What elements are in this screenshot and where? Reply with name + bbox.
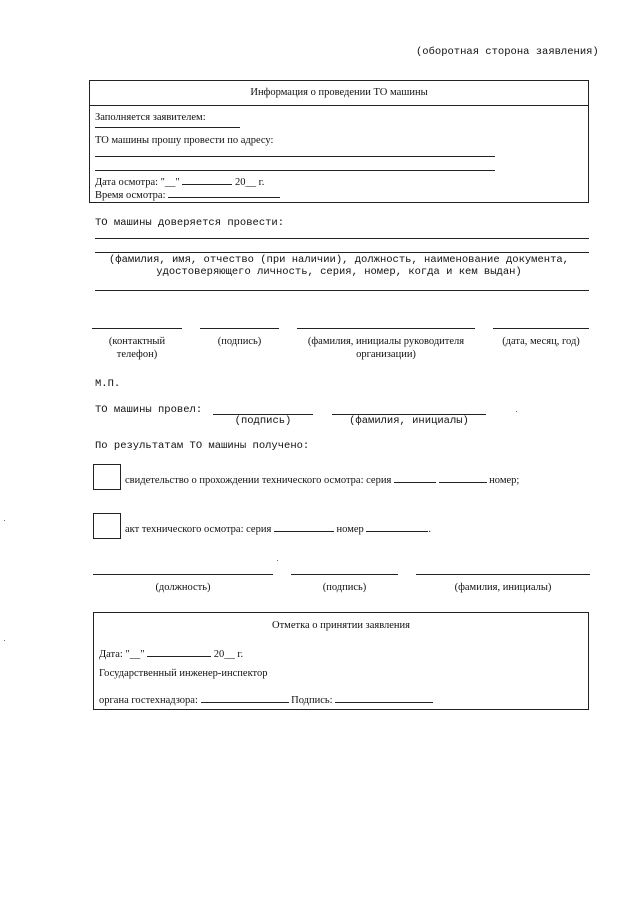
acceptance-month-field[interactable] <box>147 645 211 657</box>
entrust-caption-line-1: (фамилия, имя, отчество (при наличии), должность, наименование документа, <box>109 254 569 266</box>
act-end: . <box>428 524 432 535</box>
date-line[interactable] <box>493 328 589 329</box>
inspector-label: Государственный инженер-инспектор <box>99 668 268 679</box>
acceptance-year-suffix: г. <box>237 649 244 660</box>
acceptance-date-row <box>99 645 243 660</box>
results-label: По результатам ТО машины получено: <box>95 440 310 452</box>
acceptance-date-label: Дата: "__" <box>99 649 145 660</box>
filled-by-underline <box>95 127 240 128</box>
signature-line[interactable] <box>200 328 279 329</box>
inspection-time-label: Время осмотра: <box>95 190 166 201</box>
phone-caption: (контактный телефон) <box>108 336 166 360</box>
certificate-checkbox[interactable] <box>93 464 121 490</box>
acceptance-signature-label: Подпись: <box>291 695 333 706</box>
inspection-year: 20__ <box>234 177 256 188</box>
bottom-name-line[interactable] <box>416 574 590 575</box>
act-number-field[interactable] <box>366 520 428 532</box>
act-number-label: номер <box>336 524 364 535</box>
reverse-side-note: (оборотная сторона заявления) <box>416 46 599 58</box>
phone-line[interactable] <box>92 328 182 329</box>
bottom-signature-line[interactable] <box>291 574 398 575</box>
entrust-line-2[interactable] <box>95 252 589 253</box>
manager-caption: (фамилия, инициалы руководителя организации) <box>307 336 465 360</box>
address-line-1[interactable] <box>95 156 495 157</box>
entrust-label: ТО машины доверяется провести: <box>95 217 285 229</box>
acceptance-signature-field[interactable] <box>335 691 433 703</box>
certificate-text: свидетельство о прохождении технического осмотра: серия <box>125 475 392 486</box>
inspection-time-row <box>95 186 280 201</box>
manager-line[interactable] <box>297 328 475 329</box>
acceptance-authority-row <box>99 691 433 706</box>
inspection-date-label: Дата осмотра: "__" <box>95 177 180 188</box>
performed-signature-caption: (подпись) <box>234 415 292 427</box>
performed-label: ТО машины провел: <box>95 404 203 416</box>
position-line[interactable] <box>93 574 273 575</box>
certificate-number-field[interactable] <box>439 471 487 483</box>
address-line-2[interactable] <box>95 170 495 171</box>
bottom-signature-caption: (подпись) <box>322 582 367 593</box>
certificate-row <box>125 471 519 486</box>
inspection-month-field[interactable] <box>182 173 232 185</box>
acceptance-title: Отметка о принятии заявления <box>272 620 410 631</box>
act-row <box>125 520 431 535</box>
inspection-time-field[interactable] <box>168 186 280 198</box>
entrust-caption-line-2: удостоверяющего личность, серия, номер, когда и кем выдан) <box>156 266 522 278</box>
position-caption: (должность) <box>155 582 211 593</box>
bottom-name-caption: (фамилия, инициалы) <box>454 582 552 593</box>
certificate-number-label: номер; <box>489 475 520 486</box>
scan-edge-speck <box>4 520 5 521</box>
info-box-title-divider <box>90 105 588 106</box>
authority-label: органа гостехнадзора: <box>99 695 198 706</box>
info-box-title: Информация о проведении ТО машины <box>250 87 428 98</box>
authority-field[interactable] <box>201 691 289 703</box>
act-checkbox[interactable] <box>93 513 121 539</box>
scan-speck <box>516 411 517 412</box>
scan-edge-speck-2 <box>4 640 5 641</box>
acceptance-year: 20__ <box>213 649 235 660</box>
signature-caption: (подпись) <box>217 336 262 347</box>
scan-speck-2 <box>277 560 278 561</box>
act-text: акт технического осмотра: серия <box>125 524 272 535</box>
entrust-line-1[interactable] <box>95 238 589 239</box>
entrust-line-3[interactable] <box>95 290 589 291</box>
stamp-label: М.П. <box>95 378 121 390</box>
performed-name-caption: (фамилия, инициалы) <box>349 415 469 427</box>
address-prompt: ТО машины прошу провести по адресу: <box>95 135 274 146</box>
certificate-series-field[interactable] <box>394 471 436 483</box>
act-series-field[interactable] <box>274 520 334 532</box>
inspection-year-suffix: г. <box>258 177 265 188</box>
filled-by-applicant-label: Заполняется заявителем: <box>95 112 206 123</box>
date-caption: (дата, месяц, год) <box>502 336 580 347</box>
